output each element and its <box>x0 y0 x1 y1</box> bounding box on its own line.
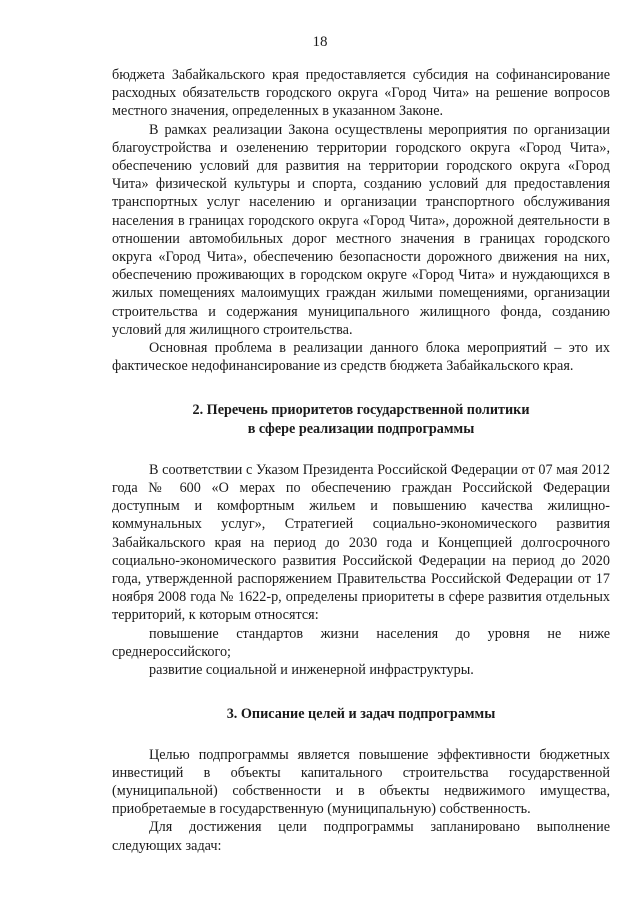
section-2-heading <box>112 401 610 437</box>
paragraph-law-implementation: В рамках реализации Закона осуществлены мероприятия по организации благоустройства и озеленению территории городского округа «Город Чита», обеспечению условий для развития на территории городского округа «Город Чита» физической культуры и спорта, созданию условий для предоставления транспортных услуг населению и организации транспортного обслуживания населения в границах городского округа «Город Чита», дорожной деятельности в отношении автомобильных дорог местного значения в границах городского округа «Город Чита», обеспечению безопасности дорожного движения на них, обеспечению проживающих в городском округе «Город Чита» и нуждающихся в жилых помещениях малоимущих граждан жилыми помещениями, организации строительства и содержания муниципального жилищного фонда, созданию условий для жилищного строительства. <box>112 121 610 338</box>
paragraph-priority-living-standards: повышение стандартов жизни населения до уровня не ниже среднероссийского; <box>112 625 610 660</box>
section-3-heading: 3. Описание целей и задач подпрограммы <box>226 706 496 723</box>
document-body <box>112 66 610 855</box>
page-number: 18 <box>312 34 328 50</box>
paragraph-intro-continuation: бюджета Забайкальского края предоставляется субсидия на софинансирование расходных обязательств городского округа «Город Чита» на решение вопросов местного значения, определенных в указанном Законе. <box>112 67 610 120</box>
section-2-heading-line-1: 2. Перечень приоритетов государственной политики <box>192 402 530 419</box>
paragraph-subprogram-goal: Целью подпрограммы является повышение эффективности бюджетных инвестиций в объекты капитального строительства государственной (муниципальной) собственности и в объекты недвижимого имущества, приобретаемые в государственную (муниципальную) собственность. <box>112 746 610 818</box>
section-2-heading-line-2: в сфере реализации подпрограммы <box>247 420 475 437</box>
paragraph-decree-reference: В соответствии с Указом Президента Российской Федерации от 07 мая 2012 года № 600 «О мерах по обеспечению граждан Российской Федерации доступным и комфортным жильем и повышению качества жилищно-коммунальных услуг», Стратегией социально-экономического развития Забайкальского края на период до 2030 года и Концепцией долгосрочного социально-экономического развития Российской Федерации на период до 2020 года, утвержденной распоряжением Правительства Российской Федерации от 17 ноября 2008 года № 1622-р, определены приоритеты в сфере развития отдельных территорий, к которым относятся: <box>112 461 610 624</box>
paragraph-main-problem: Основная проблема в реализации данного блока мероприятий – это их фактическое недофинансирование из средств бюджета Забайкальского края. <box>112 340 610 375</box>
paragraph-tasks-intro: Для достижения цели подпрограммы запланировано выполнение следующих задач: <box>112 819 610 854</box>
paragraph-priority-infrastructure: развитие социальной и инженерной инфраструктуры. <box>149 662 474 679</box>
